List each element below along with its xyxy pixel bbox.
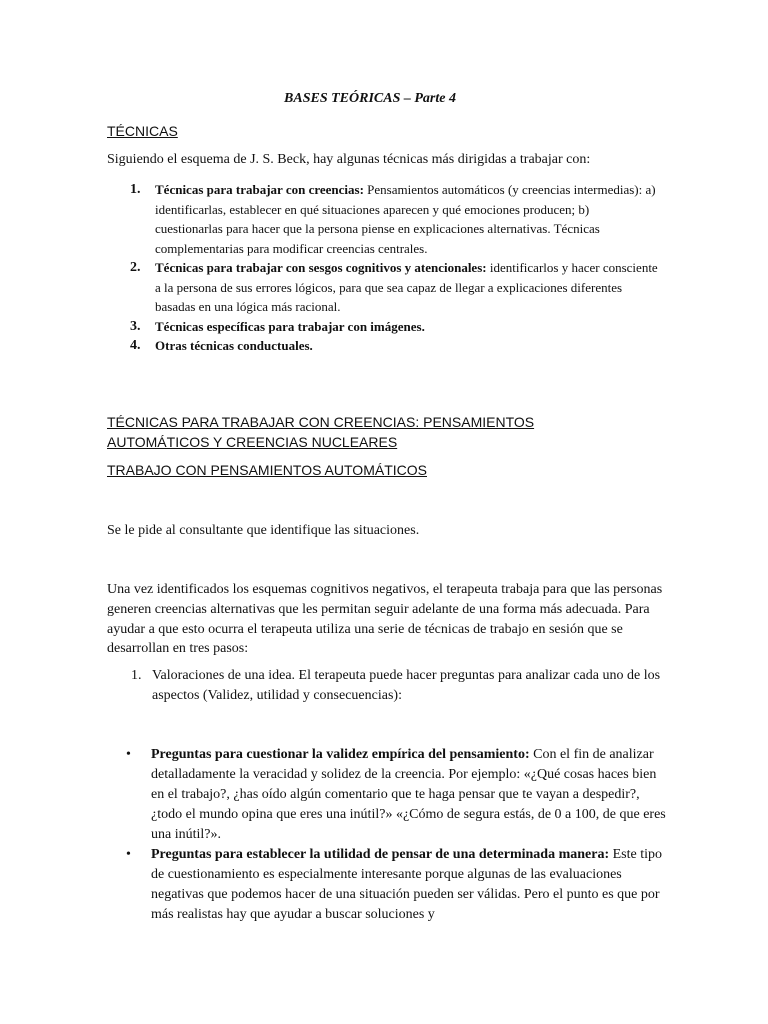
document-title: BASES TEÓRICAS – Parte 4 (284, 91, 456, 106)
intro-paragraph: Siguiendo el esquema de J. S. Beck, hay algunas técnicas más dirigidas a trabajar con: (107, 152, 591, 167)
section-heading-line: AUTOMÁTICOS Y CREENCIAS NUCLEARES (107, 434, 398, 450)
list-item (130, 336, 660, 356)
list-item (130, 258, 660, 317)
section-heading-tecnicas: TÉCNICAS (107, 123, 178, 139)
list-item-text: Con el fin de analizar detalladamente la veracidad y solidez de la creencia. Por ejemplo: «¿Qué cosas haces bien en el trabajo?, ¿has oído algún comentario que te haga pensar que te vayan a despedir?, ¿todo el mundo opina que eres una inútil?» «¿Cómo de segura estás, de 0 a 100, de que eres una inútil?». (151, 747, 666, 842)
list-item (130, 180, 660, 258)
bullet-icon: • (126, 847, 131, 862)
section-heading-trabajo: TRABAJO CON PENSAMIENTOS AUTOMÁTICOS (107, 462, 427, 478)
list-item-text: Valoraciones de una idea. El terapeuta puede hacer preguntas para analizar cada uno de los aspectos (Validez, utilidad y consecuencias): (152, 668, 661, 703)
list-number: 4. (130, 338, 141, 353)
list-number: 1. (130, 182, 141, 197)
list-item-text: Pensamientos automáticos (y creencias intermedias): a) identificarlas, establecer en qué situaciones aparecen y qué emociones producen; b) cuestionarlas para hacer que la persona piense en explicaciones alternativas. Técnicas complementarias para modificar creencias centrales. (155, 182, 656, 256)
list-item-bold: Técnicas para trabajar con sesgos cognitivos y atencionales: (155, 260, 487, 275)
list-number: 1. (131, 668, 142, 683)
list-item (126, 745, 666, 845)
bullet-list (126, 745, 666, 925)
list-item-bold: Técnicas específicas para trabajar con imágenes. (155, 318, 425, 334)
list-item (131, 666, 671, 706)
list-item-text: Este tipo de cuestionamiento es especialmente interesante porque algunas de las evaluaciones negativas que podemos hacer de una situación pueden ser válidas. Pero el punto es que por más realistas hay que ayudar a buscar soluciones y (151, 847, 663, 922)
paragraph-esquemas: Una vez identificados los esquemas cognitivos negativos, el terapeuta trabaja para que las personas generen creencias alternativas que les permitan seguir adelante de una forma más adecuada. Para ayudar a que esto ocurra el terapeuta utiliza una serie de técnicas de trabajo en sesión que se desarrollan en tres pasos: (107, 582, 663, 657)
list-number: 2. (130, 260, 141, 275)
paragraph-situaciones: Se le pide al consultante que identifique las situaciones. (107, 523, 420, 538)
list-item (126, 845, 666, 925)
list-item (130, 317, 660, 337)
bullet-icon: • (126, 747, 131, 762)
list-item-bold: Otras técnicas conductuales. (155, 338, 313, 353)
techniques-list (130, 180, 660, 356)
list-item-bold: Preguntas para cuestionar la validez empírica del pensamiento: (151, 747, 530, 762)
steps-list (131, 666, 671, 706)
list-item-bold: Técnicas para trabajar con creencias: (155, 182, 364, 197)
section-heading-creencias (107, 412, 534, 452)
section-heading-line: TÉCNICAS PARA TRABAJAR CON CREENCIAS: PENSAMIENTOS (107, 414, 535, 430)
list-number: 3. (130, 318, 141, 334)
list-item-text: identificarlos y hacer consciente a la persona de sus errores lógicos, para que sea capaz de llegar a explicaciones diferentes basadas en una lógica más racional. (155, 260, 658, 314)
list-item-bold: Preguntas para establecer la utilidad de pensar de una determinada manera: (151, 847, 610, 862)
